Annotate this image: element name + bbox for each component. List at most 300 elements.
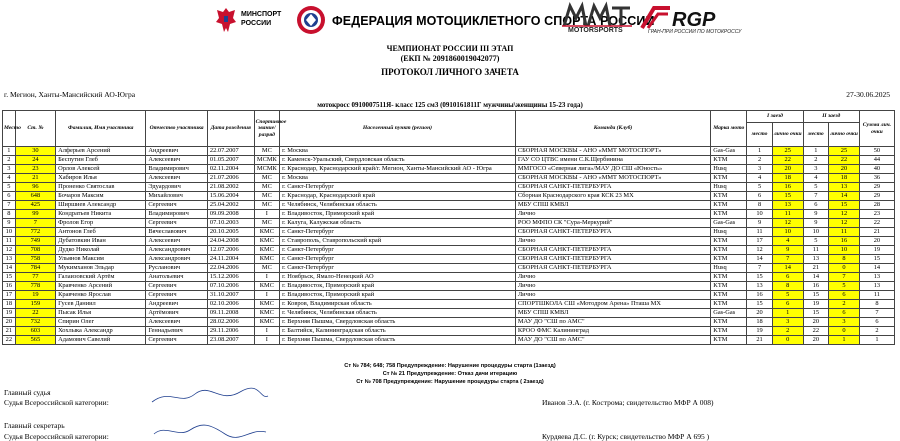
cell-patronymic: Геннадьевич [146,327,208,336]
cell-moto: KTM [711,255,747,264]
cell-rank: МС [254,201,279,210]
cell-points1: 12 [772,219,803,228]
cell-patronymic: Владимирович [146,165,208,174]
cell-birth: 22.04.2006 [207,264,254,273]
cell-city: г. Верхняя Пышма, Свердловская область [280,336,516,345]
table-row [3,246,895,255]
cell-birth: 25.04.2002 [207,201,254,210]
cell-place1: 7 [747,264,772,273]
cell-num: 96 [15,183,55,192]
cell-birth: 22.07.2007 [207,147,254,156]
cell-team: СБОРНАЯ САНКТ-ПЕТЕРБУРГА [515,264,710,273]
cell-place1: 17 [747,237,772,246]
cell-team: ММГОСО «Северная лига»/МАУ ДО СШ «Юность» [515,165,710,174]
header-place2: место [803,123,828,147]
cell-points1: 18 [772,174,803,183]
cell-birth: 24.11.2004 [207,255,254,264]
cell-place1: 5 [747,183,772,192]
cell-place1: 13 [747,282,772,291]
cell-rank: КМС [254,228,279,237]
secretary-signature-icon [150,420,270,440]
cell-birth: 24.04.2008 [207,237,254,246]
header-birth: Дата рождения [207,111,254,147]
cell-points1: 2 [772,327,803,336]
class-line: мотокросс 0910007511Я- класс 125 см3 (0910161811Г мужчины\женщины 15-23 года) [317,101,583,109]
cell-city: г. Челябинск, Челябинская область [280,309,516,318]
cell-place2: 10 [803,228,828,237]
cell-name: Спирин Олег [56,318,146,327]
table-row [3,147,895,156]
cell-moto: KTM [711,273,747,282]
cell-place1: 2 [747,156,772,165]
cell-total: 6 [859,318,894,327]
cell-pos: 7 [3,201,16,210]
russian-eagle-icon [215,6,237,34]
cell-total: 15 [859,255,894,264]
cell-rank: КМС [254,282,279,291]
cell-points2: 8 [829,255,860,264]
header-points2: лично очки [829,123,860,147]
table-row [3,219,895,228]
cell-points2: 18 [829,174,860,183]
cell-team: СБОРНАЯ САНКТ-ПЕТЕРБУРГА [515,183,710,192]
cell-num: 24 [15,156,55,165]
header-race2: II заезд [803,111,859,123]
cell-pos: 22 [3,336,16,345]
cell-points2: 16 [829,237,860,246]
note-1: Ст № 784; 648; 758 Предупреждение: Нарушение процедуры старта (1заезд) [344,363,556,369]
cell-num: 565 [15,336,55,345]
cell-birth: 29.11.2006 [207,327,254,336]
cell-num: 159 [15,300,55,309]
cell-team: СБОРНАЯ МОСКВЫ - АНО «ММТ МОТОСПОРТ» [515,147,710,156]
cell-moto: KTM [711,282,747,291]
cell-points1: 13 [772,201,803,210]
cell-points1: 20 [772,165,803,174]
cell-team: Лично [515,273,710,282]
cell-place1: 16 [747,291,772,300]
cell-pos: 13 [3,255,16,264]
judge-signature-icon [150,386,270,408]
cell-place2: 4 [803,174,828,183]
cell-team: СБОРНАЯ МОСКВЫ - АНО «ММТ МОТОСПОРТ» [515,174,710,183]
cell-total: 21 [859,228,894,237]
cell-rank: КМС [254,309,279,318]
cell-pos: 21 [3,327,16,336]
cell-birth: 09.09.2008 [207,210,254,219]
cell-city: г. Балтийск, Калининградская область [280,327,516,336]
cell-points2: 6 [829,291,860,300]
cell-points2: 25 [829,147,860,156]
federation-title: ФЕДЕРАЦИЯ МОТОЦИКЛЕТНОГО СПОРТА РОССИИ [332,14,655,28]
cell-pos: 9 [3,219,16,228]
cell-rank: МСМК [254,165,279,174]
cell-num: 708 [15,246,55,255]
cell-name: Бочаров Максим [56,192,146,201]
cell-birth: 23.08.2007 [207,336,254,345]
table-row [3,237,895,246]
table-row [3,273,895,282]
cell-team: Лично [515,237,710,246]
header-race1: I заезд [747,111,803,123]
cell-points1: 3 [772,318,803,327]
cell-birth: 07.10.2003 [207,219,254,228]
cell-points2: 3 [829,318,860,327]
cell-name: Гусев Даниил [56,300,146,309]
table-row [3,291,895,300]
cell-points1: 7 [772,255,803,264]
cell-place2: 9 [803,219,828,228]
cell-place1: 3 [747,165,772,174]
cell-patronymic: Михайлович [146,192,208,201]
cell-moto: KTM [711,246,747,255]
cell-pos: 3 [3,165,16,174]
cell-team: МБУ СПШ КМВЛ [515,309,710,318]
cell-points1: 1 [772,309,803,318]
cell-team: РОО МФПО СК "Сура-Меркурий" [515,219,710,228]
cell-name: Антонов Глеб [56,228,146,237]
cell-name: Дубатовкин Иван [56,237,146,246]
secretary-title: Главный секретарь [4,421,65,430]
cell-birth: 21.07.2006 [207,174,254,183]
note-2: Ст № 21 Предупреждение: Отказ дачи итерацию [382,371,518,377]
cell-moto: KTM [711,300,747,309]
cell-patronymic: Сергеевич [146,291,208,300]
cell-place1: 1 [747,147,772,156]
cell-rank: МС [254,147,279,156]
table-row [3,156,895,165]
header-pos: Место [3,111,16,147]
cell-place2: 11 [803,246,828,255]
cell-patronymic: Артёмович [146,309,208,318]
cell-team: СБОРНАЯ САНКТ-ПЕТЕРБУРГА [515,228,710,237]
cell-place2: 15 [803,291,828,300]
cell-points2: 0 [829,327,860,336]
cell-pos: 16 [3,282,16,291]
cell-moto: Husq [711,183,747,192]
rgp-letters-icon [640,4,735,30]
header-num: Ст. № [15,111,55,147]
cell-place2: 15 [803,309,828,318]
cell-moto: KTM [711,336,747,345]
cell-team: СБОРНАЯ САНКТ-ПЕТЕРБУРГА [515,255,710,264]
table-row [3,336,895,345]
cell-num: 30 [15,147,55,156]
cell-rank: КМС [254,246,279,255]
judge-title: Главный судья [4,388,51,397]
cell-city: г. Челябинск, Челябинская область [280,201,516,210]
header-name: Фамилия, Имя участника [56,111,146,147]
cell-pos: 8 [3,210,16,219]
cell-total: 23 [859,210,894,219]
cell-team: Лично [515,210,710,219]
secretary-name: Курдяева Д.С. (г. Курск; свидетельство МФР А 695 ) [542,432,710,441]
cell-pos: 5 [3,183,16,192]
cell-place2: 20 [803,336,828,345]
cell-pos: 20 [3,318,16,327]
minsport-line1: МИНСПОРТ [241,11,282,18]
cell-place2: 7 [803,192,828,201]
cell-total: 20 [859,237,894,246]
cell-pos: 15 [3,273,16,282]
cell-patronymic: Анатольевич [146,273,208,282]
cell-points2: 6 [829,309,860,318]
cell-moto: KTM [711,156,747,165]
cell-place2: 6 [803,201,828,210]
cell-points2: 12 [829,210,860,219]
table-row [3,183,895,192]
cell-rank: МС [254,183,279,192]
cell-birth: 15.12.2006 [207,273,254,282]
cell-name: Беспутин Глеб [56,156,146,165]
cell-points2: 2 [829,300,860,309]
cell-birth: 01.05.2007 [207,156,254,165]
cell-place1: 15 [747,300,772,309]
cell-moto: KTM [711,318,747,327]
cell-rank: КМС [254,318,279,327]
cell-points1: 6 [772,273,803,282]
cell-points1: 6 [772,300,803,309]
cell-total: 29 [859,192,894,201]
cell-pos: 1 [3,147,16,156]
cell-moto: Husq [711,228,747,237]
cell-total: 13 [859,282,894,291]
cell-patronymic: Алексеевич [146,156,208,165]
cell-points1: 4 [772,237,803,246]
cell-city: г. Владивосток, Приморский край [280,291,516,300]
cell-rank: МСМК [254,156,279,165]
cell-points2: 22 [829,156,860,165]
header-points1: лично очки [772,123,803,147]
cell-birth: 09.11.2008 [207,309,254,318]
table-row [3,327,895,336]
table-row [3,165,895,174]
cell-points2: 20 [829,165,860,174]
cell-birth: 07.10.2006 [207,282,254,291]
cell-points2: 13 [829,183,860,192]
cell-points2: 15 [829,201,860,210]
cell-city: г. Ноябрьск, Ямало-Ненецкий АО [280,273,516,282]
cell-patronymic: Александрович [146,246,208,255]
cell-total: 28 [859,201,894,210]
cell-place1: 19 [747,327,772,336]
table-row [3,255,895,264]
cell-moto: Husq [711,264,747,273]
cell-name: Хабиров Илья [56,174,146,183]
cell-city: г. Санкт-Петербург [280,255,516,264]
cell-team: Лично [515,282,710,291]
cell-num: 21 [15,174,55,183]
cell-birth: 02.11.2004 [207,165,254,174]
secretary-category: Судья Всероссийской категории: [4,432,109,441]
cell-total: 8 [859,300,894,309]
header-patronymic: Отчество участника [146,111,208,147]
cell-name: Ульянов Максим [56,255,146,264]
cell-name: Кондратьев Никита [56,210,146,219]
cell-rank: I [254,327,279,336]
cell-pos: 11 [3,237,16,246]
doc-title-protocol: ПРОТОКОЛ ЛИЧНОГО ЗАЧЕТА [381,67,519,77]
header-total: Сумма лич. очки [859,111,894,147]
cell-team: МАУ ДО "СШ по АМС" [515,336,710,345]
cell-pos: 10 [3,228,16,237]
cell-city: г. Каменск-Уральский, Свердловская область [280,156,516,165]
event-date: 27-30.06.2025 [846,90,890,99]
cell-place2: 14 [803,273,828,282]
cell-total: 7 [859,309,894,318]
cell-team: МАУ ДО "СШ по АМС" [515,318,710,327]
cell-rank: МС [254,219,279,228]
cell-name: Адамович Савелий [56,336,146,345]
header-rank: Спортивное звание/разряд [254,111,279,147]
cell-num: 749 [15,237,55,246]
cell-total: 1 [859,336,894,345]
header-city: Населенный пункт (регион) [280,111,516,147]
cell-num: 23 [15,165,55,174]
cell-rank: I [254,336,279,345]
cell-place2: 16 [803,282,828,291]
cell-pos: 4 [3,174,16,183]
cell-place2: 3 [803,165,828,174]
cell-points1: 11 [772,210,803,219]
cell-city: г. Калуга, Калужская область [280,219,516,228]
table-row [3,228,895,237]
cell-team: Сборная Краснодарского края КСК 23 МХ [515,192,710,201]
cell-name: Орлов Алексей [56,165,146,174]
judge-category: Судья Всероссийской категории: [4,398,109,407]
doc-title-ekp: (ЕКП № 2091860019042077) [400,54,500,63]
cell-name: Галаизовский Артём [56,273,146,282]
cell-points1: 25 [772,147,803,156]
cell-team: ГАУ СО ЦТВС имени С.К.Щербинина [515,156,710,165]
cell-rank: МС [254,174,279,183]
cell-points2: 11 [829,228,860,237]
cell-pos: 18 [3,300,16,309]
cell-patronymic: Алексеевич [146,237,208,246]
cell-place1: 4 [747,174,772,183]
cell-team: СБОРНАЯ САНКТ-ПЕТЕРБУРГА [515,246,710,255]
cell-place1: 12 [747,246,772,255]
cell-total: 22 [859,219,894,228]
cell-points2: 7 [829,273,860,282]
cell-pos: 12 [3,246,16,255]
cell-num: 77 [15,273,55,282]
mmt-letters-icon [560,4,635,28]
header-logos [0,2,900,42]
cell-moto: KTM [711,327,747,336]
cell-place2: 5 [803,183,828,192]
table-row [3,264,895,273]
cell-points1: 0 [772,336,803,345]
cell-team: СПОРТШКОЛА СШ «Мотодром Арена» Пташа МХ [515,300,710,309]
cell-num: 603 [15,327,55,336]
cell-name: Фролов Егор [56,219,146,228]
cell-points1: 14 [772,264,803,273]
judge-name: Иванов Э.А. (г. Кострома; свидетельство МФР А 008) [542,398,714,407]
cell-birth: 21.08.2002 [207,183,254,192]
cell-birth: 02.10.2006 [207,300,254,309]
cell-place1: 6 [747,192,772,201]
cell-moto: Gas-Gas [711,309,747,318]
fmr-logo [296,5,655,37]
cell-city: г. Санкт-Петербург [280,264,516,273]
table-row [3,309,895,318]
cell-pos: 17 [3,291,16,300]
cell-city: г. Москва [280,174,516,183]
svg-text:RGP: RGP [672,9,716,31]
cell-place1: 11 [747,228,772,237]
cell-patronymic: Андреевич [146,147,208,156]
cell-moto: KTM [711,210,747,219]
cell-points2: 10 [829,246,860,255]
cell-rank: I [254,273,279,282]
table-row [3,201,895,210]
cell-patronymic: Русланович [146,264,208,273]
cell-num: 22 [15,309,55,318]
cell-rank: МС [254,192,279,201]
cell-city: г. Санкт-Петербург [280,183,516,192]
cell-rank: КМС [254,255,279,264]
cell-city: г. Москва [280,147,516,156]
cell-team: МБУ СПШ КМВЛ [515,201,710,210]
cell-patronymic: Александрович [146,255,208,264]
cell-total: 14 [859,264,894,273]
cell-name: Кравченко Ярослав [56,291,146,300]
cell-place2: 22 [803,327,828,336]
cell-moto: Husq [711,165,747,174]
cell-city: г. Ставрополь, Ставропольский край [280,237,516,246]
cell-moto: KTM [711,174,747,183]
header-place1: место [747,123,772,147]
cell-name: Ширшиев Александр [56,201,146,210]
event-place: г. Мегион, Ханты-Мансийский АО-Югра [4,90,136,99]
cell-birth: 28.02.2006 [207,318,254,327]
cell-place2: 2 [803,156,828,165]
cell-patronymic: Вячеславович [146,228,208,237]
cell-total: 11 [859,291,894,300]
cell-points1: 8 [772,282,803,291]
cell-city: г. Владивосток, Приморский край [280,210,516,219]
cell-place2: 13 [803,255,828,264]
cell-place2: 19 [803,300,828,309]
cell-birth: 12.07.2006 [207,246,254,255]
rgp-subtitle: ГРАН-ПРИ РОССИИ ПО МОТОКРОССУ [648,29,742,35]
cell-name: Алферьев Арсений [56,147,146,156]
cell-place1: 20 [747,309,772,318]
cell-moto: KTM [711,201,747,210]
cell-city: г. Владивосток, Приморский край [280,282,516,291]
cell-place1: 18 [747,318,772,327]
cell-place1: 15 [747,273,772,282]
cell-moto: KTM [711,192,747,201]
cell-rank: I [254,291,279,300]
cell-num: 7 [15,219,55,228]
cell-points2: 5 [829,282,860,291]
table-row [3,210,895,219]
cell-num: 784 [15,264,55,273]
fmr-round-emblem-icon [296,5,326,35]
cell-place1: 14 [747,255,772,264]
cell-num: 19 [15,291,55,300]
results-table [2,110,895,345]
cell-place1: 10 [747,210,772,219]
note-3: Ст № 708 Предупреждение: Нарушение процедуры старта ( 2заезд) [356,379,544,385]
cell-name: Пысак Илья [56,309,146,318]
cell-moto: Gas-Gas [711,147,747,156]
header-team: Команда (Клуб) [515,111,710,147]
cell-pos: 19 [3,309,16,318]
rgp-logo [640,4,742,38]
